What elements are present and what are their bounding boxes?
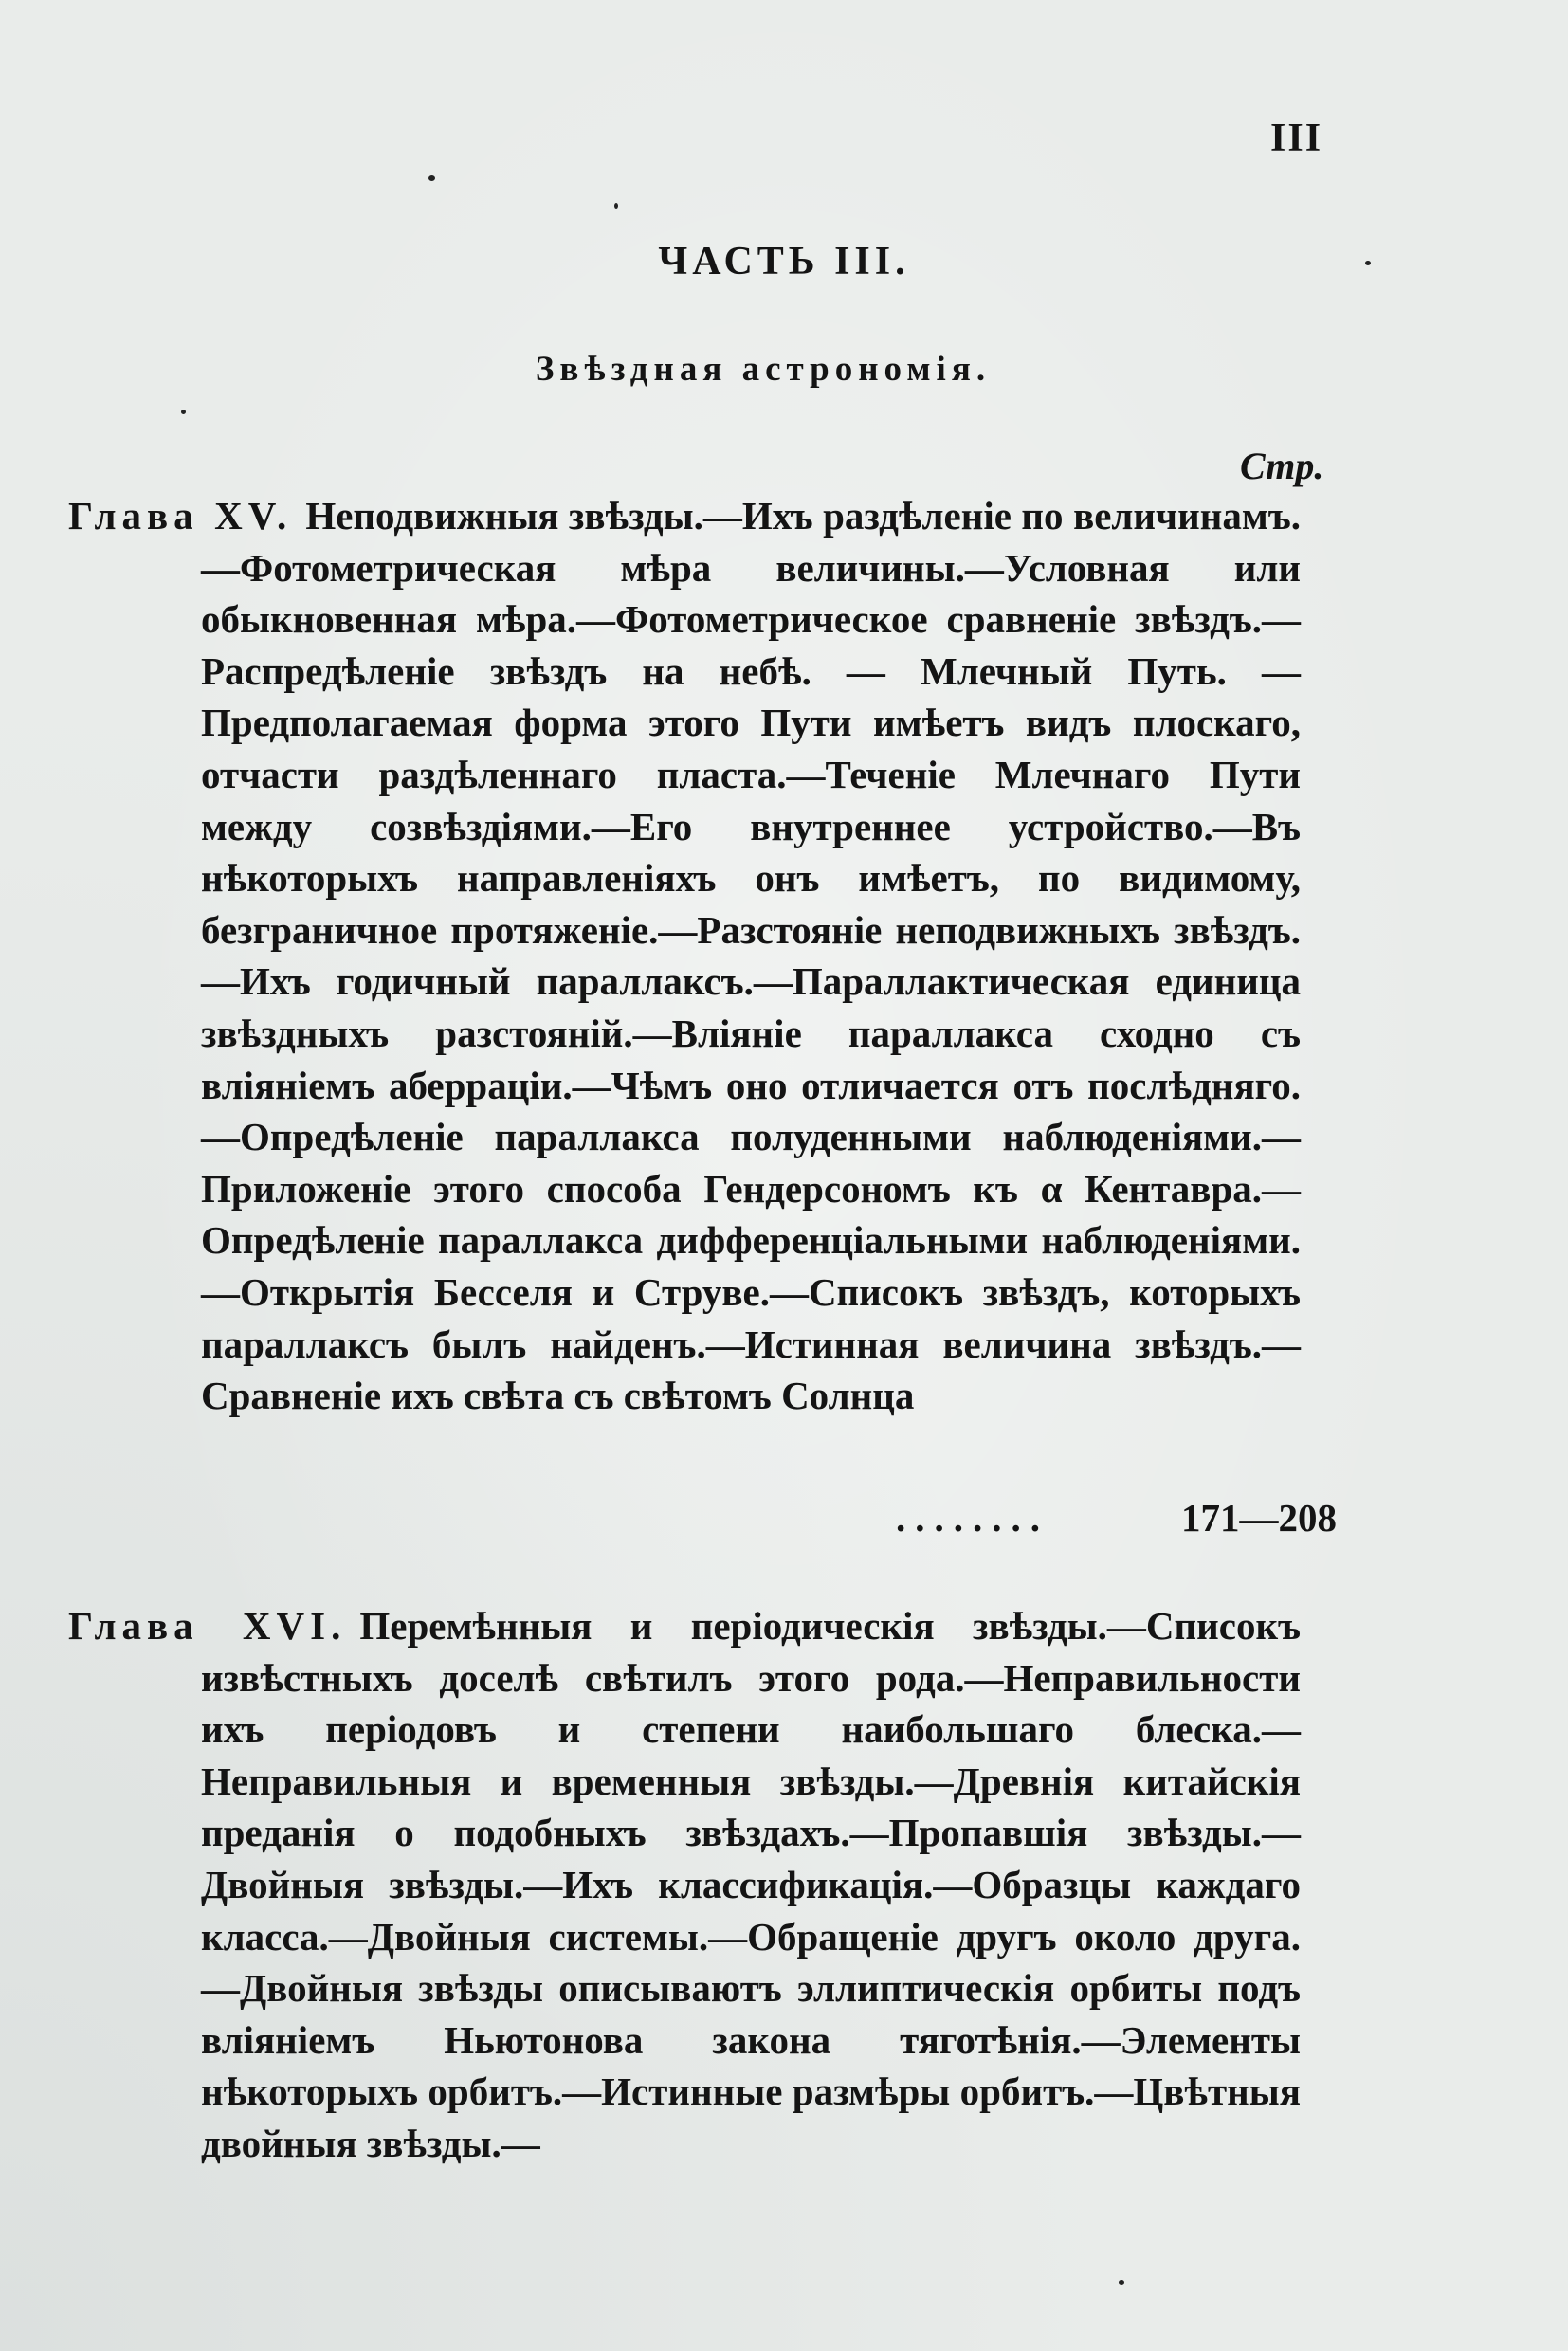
ink-speck — [1119, 2280, 1124, 2285]
ink-speck — [1365, 261, 1371, 265]
page-column-header: Стр. — [1240, 445, 1324, 487]
page-number: III — [1270, 117, 1323, 160]
chapter-label: Глава XV. — [68, 494, 293, 538]
ink-speck — [614, 203, 618, 209]
dot-leader: ........ — [896, 1496, 1049, 1540]
part-subtitle: Звѣздная астрономія. — [535, 350, 992, 389]
chapter-entry — [68, 490, 1301, 1422]
ink-speck — [428, 175, 435, 181]
chapter-summary: Неподвижныя звѣзды.—Ихъ раздѣленіе по величинамъ.—Фотометрическая мѣра величины.—Условная или обыкновенная мѣра.—Фотометрическое сравненіе звѣздъ.—Распредѣленіе звѣздъ на небѣ. — Млечный Путь. — Предполагаемая форма этого Пути имѣетъ видъ плоскаго, отчасти раздѣленнаго пласта.—Теченіе Млечнаго Пути между созвѣздіями.—Его внутреннее устройство.—Въ нѣкоторыхъ направленіяхъ онъ имѣетъ, по видимому, безграничное протяженіе.—Разстояніе неподвижныхъ звѣздъ.—Ихъ годичный параллаксъ.—Параллактическая единица звѣздныхъ разстояній.—Вліяніе параллакса сходно съ вліяніемъ аберраціи.—Чѣмъ оно отличается отъ послѣдняго.—Опредѣленіе параллакса полуденными наблюденіями.—Приложеніе этого способа Гендерсономъ къ α Кентавра.—Опредѣленіе параллакса дифференціальными наблюденіями.—Открытія Бесселя и Струве.—Списокъ звѣздъ, которыхъ параллаксъ былъ найденъ.—Истинная величина звѣздъ.—Сравненіе ихъ свѣта съ свѣтомъ Солнца — [201, 494, 1301, 1418]
ink-speck — [181, 410, 186, 414]
chapter-body — [68, 1600, 1301, 2170]
chapter-summary: Перемѣнныя и періодическія звѣзды.—Списокъ извѣстныхъ доселѣ свѣтилъ этого рода.—Неправильности ихъ періодовъ и степени наибольшаго блеска.—Неправильныя и временныя звѣзды.—Древнія китайскія преданія о подобныхъ звѣздахъ.—Пропавшія звѣзды.—Двойныя звѣзды.—Ихъ классификація.—Образцы каждаго класса.—Двойныя системы.—Обращеніе другъ около друга.—Двойныя звѣзды описываютъ эллиптическія орбиты подъ вліяніемъ Ньютонова закона тяготѣнія.—Элементы нѣкоторыхъ орбитъ.—Истинные размѣры орбитъ.—Цвѣтныя двойныя звѣзды.— — [201, 1604, 1302, 2165]
page-range: 171—208 — [1181, 1496, 1337, 1540]
chapter-entry — [68, 1600, 1301, 2170]
part-title: ЧАСТЬ III. — [658, 240, 910, 283]
chapter-body — [68, 490, 1301, 1422]
chapter-label: Глава XVI. — [68, 1604, 347, 1648]
